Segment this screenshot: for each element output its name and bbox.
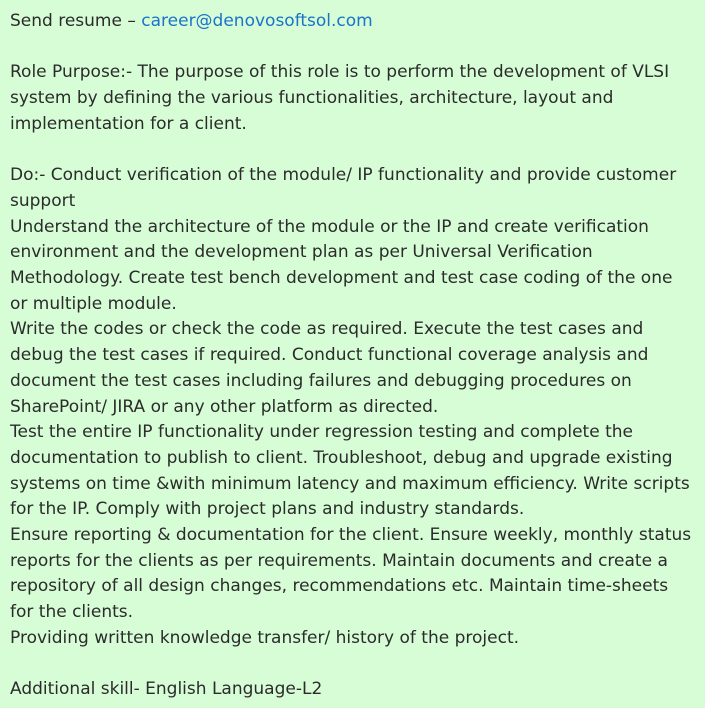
- spacer: [10, 652, 695, 678]
- contact-line: [10, 9, 695, 35]
- additional-skill: Additional skill- English Language-L2: [10, 679, 323, 700]
- role-purpose: Role Purpose:- The purpose of this role is to perform the development of VLSI system by defining the various functionalities, architecture, layout and implementation for a client.: [10, 62, 670, 134]
- spacer: [10, 35, 695, 61]
- spacer: [10, 138, 695, 164]
- do-section: [10, 163, 695, 651]
- email-link[interactable]: career@denovosoftsol.com: [141, 11, 373, 31]
- do-line: Providing written knowledge transfer/ history of the project.: [10, 627, 520, 648]
- do-line: Understand the architecture of the module or the IP and create verification environment and the development plan as per Universal Verification Methodology. Create test bench development and test case coding of the one or multiple module.: [10, 216, 673, 314]
- do-line: Test the entire IP functionality under regression testing and complete the documentation to publish to client. Troubleshoot, debug and upgrade existing systems on time &with minimum latency and maximum efficiency. Write scripts for the IP. Comply with project plans and industry standards.: [10, 422, 690, 520]
- contact-prefix: Send resume –: [10, 11, 142, 31]
- do-line: Ensure reporting & documentation for the client. Ensure weekly, monthly status reports for the clients as per requirements. Maintain documents and create a repository of all design changes, recommendations etc. Maintain time-sheets for the clients.: [10, 525, 692, 623]
- do-line: Do:- Conduct verification of the module/ IP functionality and provide customer support: [10, 165, 677, 211]
- do-line: Write the codes or check the code as required. Execute the test cases and debug the test cases if required. Conduct functional coverage analysis and document the test cases including failures and debugging procedures on SharePoint/ JIRA or any other platform as directed.: [10, 319, 649, 417]
